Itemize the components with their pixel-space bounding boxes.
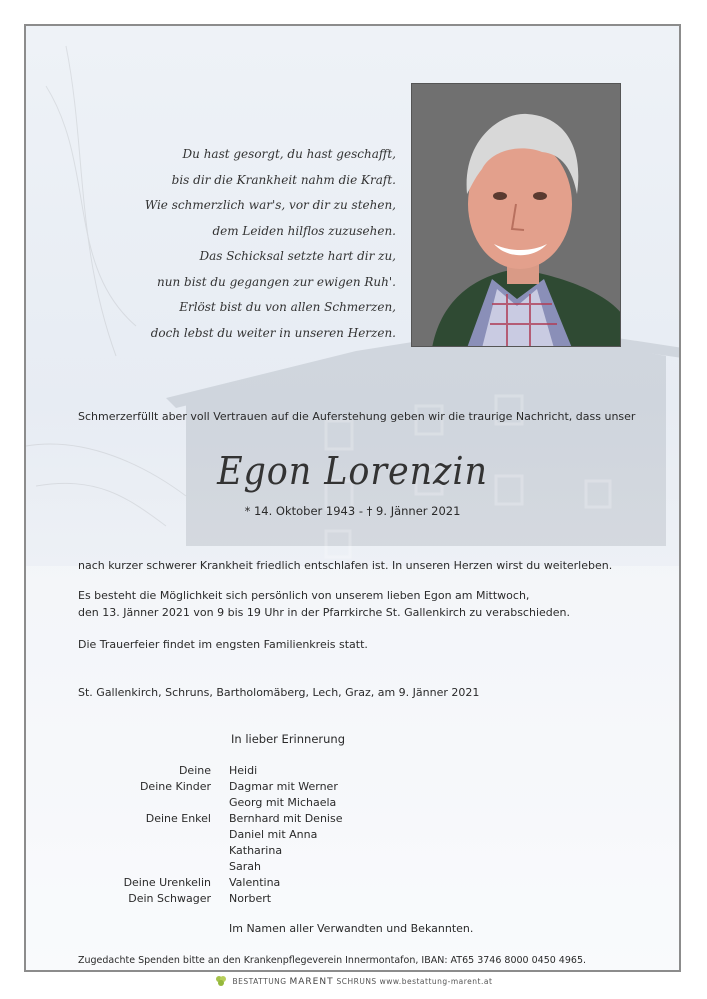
clover-logo-icon: [215, 975, 227, 989]
mourner-names: Bernhard mit Denise: [229, 812, 343, 825]
mourner-row: [78, 875, 342, 891]
deceased-name: Egon Lorenzin: [217, 449, 488, 493]
footer-pre: BESTATTUNG: [232, 977, 287, 986]
relation: Deine Urenkelin: [123, 876, 211, 889]
mourner-names: Valentina: [229, 876, 281, 889]
mourner-row: [78, 859, 342, 875]
relation: Dein Schwager: [128, 892, 211, 905]
poem-line: Wie schmerzlich war's, vor dir zu stehen,: [144, 198, 396, 212]
poem-line: dem Leiden hilflos zuzusehen.: [212, 223, 396, 238]
mourner-names: Katharina: [229, 844, 283, 857]
poem-line: doch lebst du weiter in unseren Herzen.: [150, 325, 396, 340]
relation: [78, 859, 229, 875]
announcement-text: nach kurzer schwerer Krankheit friedlich entschlafen ist. In unseren Herzen wirst du weiterleben.: [78, 559, 613, 572]
mourner-names: Dagmar mit Werner: [229, 780, 338, 793]
memory-heading: In lieber Erinnerung: [231, 732, 346, 746]
mourner-row: [78, 779, 342, 795]
donation-note: Zugedachte Spenden bitte an den Krankenpflegeverein Innermontafon, IBAN: AT65 3746 8000 0450 4965.: [78, 955, 587, 966]
mourner-names: Georg mit Michaela: [229, 796, 337, 809]
mourner-names: Daniel mit Anna: [229, 828, 318, 841]
funeral-info: Die Trauerfeier findet im engsten Familienkreis statt.: [78, 638, 368, 651]
closing-line: Im Namen aller Verwandten und Bekannten.: [229, 922, 474, 935]
viewing-line: den 13. Jänner 2021 von 9 bis 19 Uhr in der Pfarrkirche St. Gallenkirch zu verabschieden.: [78, 606, 570, 619]
mourner-row: [78, 811, 342, 827]
place-date: St. Gallenkirch, Schruns, Bartholomäberg, Lech, Graz, am 9. Jänner 2021: [78, 686, 480, 699]
poem: [66, 142, 396, 346]
mourner-names: Norbert: [229, 892, 272, 905]
relation: [78, 843, 229, 859]
viewing-line: Es besteht die Möglichkeit sich persönlich von unserem lieben Egon am Mittwoch,: [78, 589, 530, 602]
mourner-row: [78, 763, 342, 779]
footer-town: SCHRUNS: [336, 977, 377, 986]
relation: Deine Kinder: [139, 780, 211, 793]
intro-text: Schmerzerfüllt aber voll Vertrauen auf die Auferstehung geben wir die traurige Nachricht, dass unser: [78, 410, 636, 423]
footer-url[interactable]: www.bestattung-marent.at: [379, 977, 493, 986]
viewing-info: [78, 587, 570, 621]
mourner-names: Sarah: [229, 860, 261, 873]
relation: [78, 827, 229, 843]
relation: Deine Enkel: [145, 812, 211, 825]
funeral-home-footer: [0, 975, 707, 989]
poem-line: Das Schicksal setzte hart dir zu,: [199, 249, 396, 263]
poem-line: nun bist du gegangen zur ewigen Ruh'.: [157, 274, 396, 289]
portrait-illustration: [412, 84, 621, 347]
life-dates: * 14. Oktober 1943 - † 9. Jänner 2021: [244, 504, 461, 518]
mourner-row: [78, 795, 342, 811]
poem-line: Erlöst bist du von allen Schmerzen,: [179, 300, 396, 314]
mourners-list: [78, 763, 342, 907]
relation: [78, 795, 229, 811]
footer-brand: MARENT: [289, 977, 334, 987]
portrait-photo: [411, 83, 621, 347]
poem-line: Du hast gesorgt, du hast geschafft,: [182, 147, 396, 161]
mourner-row: [78, 843, 342, 859]
mourner-row: [78, 827, 342, 843]
mourner-names: Heidi: [229, 764, 258, 777]
poem-line: bis dir die Krankheit nahm die Kraft.: [171, 172, 396, 187]
relation: Deine: [178, 764, 211, 777]
mourner-row: [78, 891, 342, 907]
parte-frame: [24, 24, 681, 972]
